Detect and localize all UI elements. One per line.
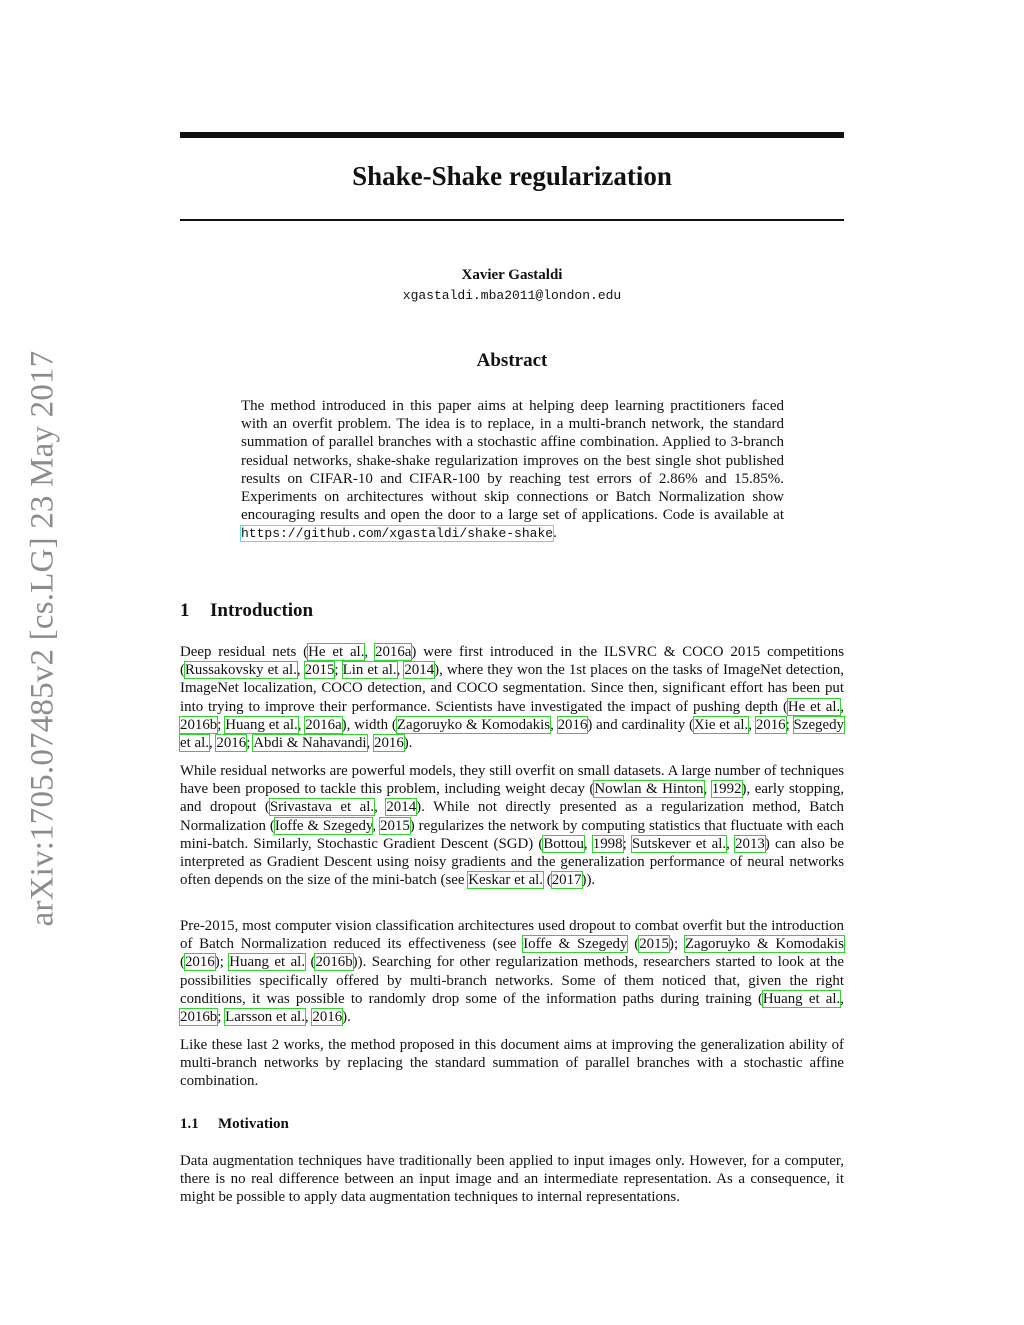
abstract-body bbox=[241, 397, 784, 544]
citation-link[interactable]: 2016b bbox=[180, 1009, 218, 1026]
citation-link[interactable]: Ioffe & Szegedy bbox=[523, 936, 628, 953]
text-run: ( bbox=[543, 872, 552, 889]
abstract-end: . bbox=[553, 525, 557, 542]
text-run: )). bbox=[581, 872, 596, 889]
text-run: , bbox=[374, 799, 387, 816]
citation-link[interactable]: Huang et al. bbox=[762, 990, 841, 1007]
text-run: , bbox=[550, 716, 558, 733]
citation-link[interactable]: 1992 bbox=[711, 781, 742, 798]
arxiv-stamp bbox=[18, 338, 68, 938]
citation-link[interactable]: 1998 bbox=[592, 835, 623, 852]
text-run: ; bbox=[785, 716, 794, 733]
text-run: ), width ( bbox=[341, 716, 397, 733]
text-run: ; bbox=[217, 716, 226, 733]
text-run: Deep residual nets ( bbox=[180, 644, 309, 660]
text-run: , bbox=[296, 662, 305, 679]
citation-link[interactable]: Abdi & Nahavandi bbox=[253, 735, 367, 752]
text-run: ( bbox=[627, 936, 640, 953]
citation-link[interactable]: 2016a bbox=[305, 716, 342, 733]
text-run: )). Searching for other regularization methods, researchers started to look at the possibilities specifically offered by multi-branch networks. Some of them noticed that, given the right conditions, it was possible to randomly drop some of the information paths during training ( bbox=[180, 954, 844, 1007]
citation-link[interactable]: Zagoruyko & Komodakis bbox=[684, 936, 844, 953]
text-run: ) regularizes the network by computing statistics that fluctuate with each mini-batch. Similarly, Stochastic Gradient Descent (SGD) ( bbox=[180, 817, 844, 852]
section-title: Introduction bbox=[210, 600, 314, 621]
citation-link[interactable]: 2016 bbox=[374, 735, 404, 752]
text-run: , bbox=[297, 716, 306, 733]
citation-link[interactable]: 2016 bbox=[755, 716, 786, 733]
text-run: , bbox=[396, 662, 405, 679]
text-run: ) can also be interpreted as Gradient Descent using noisy gradients and the generalization performance of neural networks often depends on the size of the mini-batch (see bbox=[180, 835, 844, 889]
citation-link[interactable]: Huang et al. bbox=[225, 716, 298, 733]
citation-link[interactable]: Ioffe & Szegedy bbox=[274, 817, 373, 834]
citation-link[interactable]: 2017 bbox=[551, 872, 582, 889]
citation-link[interactable]: 2015 bbox=[380, 817, 410, 834]
text-run: , bbox=[366, 735, 374, 752]
motivation-paragraph: Data augmentation techniques have traditionally been applied to input images only. However, for a computer, there is no real difference between an input image and an intermediate representation. As a consequence, it might be possible to apply data augmentation techniques to internal representations. bbox=[180, 1153, 844, 1206]
citation-link[interactable]: Zagoruyko & Komodakis bbox=[396, 716, 551, 733]
citation-link[interactable]: He et al. bbox=[787, 698, 841, 715]
citation-link[interactable]: Srivastava et al. bbox=[269, 799, 375, 816]
text-run: While residual networks are powerful models, they still overfit on small datasets. A large number of techniques have been proposed to tackle this problem, including weight decay ( bbox=[180, 763, 844, 798]
author-email: xgastaldi.mba2011@london.edu bbox=[402, 288, 622, 303]
citation-link[interactable]: Xie et al. bbox=[693, 716, 749, 733]
abstract-text: The method introduced in this paper aims at helping deep learning practitioners faced with an overfit problem. The idea is to replace, in a multi-branch network, the standard summation of parallel branches with a stochastic affine combination. Applied to 3-branch residual networks, shake-shake regularization improves on the best single shot published results on CIFAR-10 and CIFAR-100 by reaching test errors of 2.86% and 15.85%. Experiments on architectures without skip connections or Batch Normalization show encouraging results and open the door to a large set of applications. Code is available at bbox=[241, 398, 784, 524]
citation-link[interactable]: Russakovsky et al. bbox=[184, 662, 297, 679]
intro-paragraph-2 bbox=[180, 762, 844, 889]
text-run: , bbox=[583, 835, 593, 852]
text-run: , bbox=[840, 990, 845, 1007]
text-run: ; bbox=[334, 662, 343, 679]
text-run: ); bbox=[668, 936, 685, 953]
text-run: ( bbox=[305, 954, 316, 971]
code-url-link[interactable]: https://github.com/xgastaldi/shake-shake bbox=[241, 526, 554, 542]
author-name: Xavier Gastaldi bbox=[461, 267, 563, 283]
subsection-heading-motivation bbox=[180, 1116, 289, 1133]
text-run: ( bbox=[180, 954, 185, 971]
section-heading-introduction bbox=[180, 600, 313, 622]
citation-link[interactable]: 2016 bbox=[312, 1009, 343, 1026]
text-run: ). bbox=[403, 735, 413, 752]
text-run: , bbox=[703, 781, 712, 798]
citation-link[interactable]: Lin et al. bbox=[342, 662, 397, 679]
subsection-number: 1.1 bbox=[180, 1116, 199, 1132]
text-run: , bbox=[372, 817, 380, 834]
text-run: , bbox=[748, 716, 756, 733]
citation-link[interactable]: Larsson et al. bbox=[225, 1009, 305, 1026]
intro-paragraph-1 bbox=[180, 643, 844, 752]
text-run: ) were first introduced in the ILSVRC & COCO 2015 competitions ( bbox=[180, 644, 844, 679]
abstract-heading: Abstract bbox=[476, 350, 548, 371]
citation-link[interactable]: Keskar et al. bbox=[468, 872, 544, 889]
text-run: ) and cardinality ( bbox=[587, 716, 694, 733]
section-number: 1 bbox=[180, 600, 190, 621]
text-run: ). bbox=[342, 1009, 351, 1026]
text-run: , bbox=[726, 835, 736, 852]
intro-paragraph-3 bbox=[180, 917, 844, 1026]
paper-title: Shake-Shake regularization bbox=[352, 161, 672, 191]
title-rule-bottom bbox=[180, 219, 844, 221]
citation-link[interactable]: 2015 bbox=[304, 662, 335, 679]
text-run: ; bbox=[246, 735, 254, 752]
text-run: Pre-2015, most computer vision classification architectures used dropout to combat overfit but the introduction of Batch Normalization reduced its effectiveness (see bbox=[180, 918, 844, 953]
title-rule-top bbox=[180, 132, 844, 138]
citation-link[interactable]: Szegedy et al. bbox=[180, 716, 844, 752]
citation-link[interactable]: Nowlan & Hinton bbox=[594, 781, 704, 798]
text-run: ; bbox=[217, 1009, 226, 1026]
citation-link[interactable]: 2014 bbox=[386, 799, 417, 816]
text-run: , bbox=[840, 698, 844, 715]
citation-link[interactable]: Sutskever et al. bbox=[631, 835, 727, 852]
text-run: , bbox=[364, 644, 376, 660]
citation-link[interactable]: 2014 bbox=[404, 662, 435, 679]
citation-link[interactable]: 2016 bbox=[557, 716, 588, 733]
citation-link[interactable]: 2016 bbox=[216, 735, 247, 752]
subsection-title: Motivation bbox=[218, 1116, 289, 1132]
text-run: ), early stopping, and dropout ( bbox=[180, 781, 844, 816]
citation-link[interactable]: Bottou bbox=[543, 835, 584, 852]
text-run: ), where they won the 1st places on the tasks of ImageNet detection, ImageNet localization, COCO detection, and COCO segmentation. Since then, significant effort has been put into trying to improve their performance. Scientists have investigated the impact of pushing depth ( bbox=[180, 662, 844, 715]
citation-link[interactable]: 2016b bbox=[180, 716, 218, 733]
citation-link[interactable]: 2016b bbox=[315, 954, 353, 971]
citation-link[interactable]: 2015 bbox=[639, 936, 669, 953]
text-run: ). While not directly presented as a regularization method, Batch Normalization ( bbox=[180, 799, 844, 834]
citation-link[interactable]: He et al. bbox=[308, 644, 365, 660]
text-run: ); bbox=[214, 954, 230, 971]
text-run: , bbox=[304, 1009, 313, 1026]
arxiv-stamp-text: arXiv:1705.07485v2 [cs.LG] 23 May 2017 bbox=[24, 350, 61, 926]
text-run: ; bbox=[622, 835, 632, 852]
citation-link[interactable]: 2016a bbox=[375, 644, 412, 660]
text-run: , bbox=[208, 735, 217, 752]
citation-link[interactable]: 2013 bbox=[735, 835, 765, 852]
intro-paragraph-4: Like these last 2 works, the method proposed in this document aims at improving the generalization ability of multi-branch networks by replacing the standard summation of parallel branches with a stochastic affine combination. bbox=[180, 1037, 844, 1090]
citation-link[interactable]: 2016 bbox=[184, 954, 215, 971]
citation-link[interactable]: Huang et al. bbox=[229, 954, 306, 971]
